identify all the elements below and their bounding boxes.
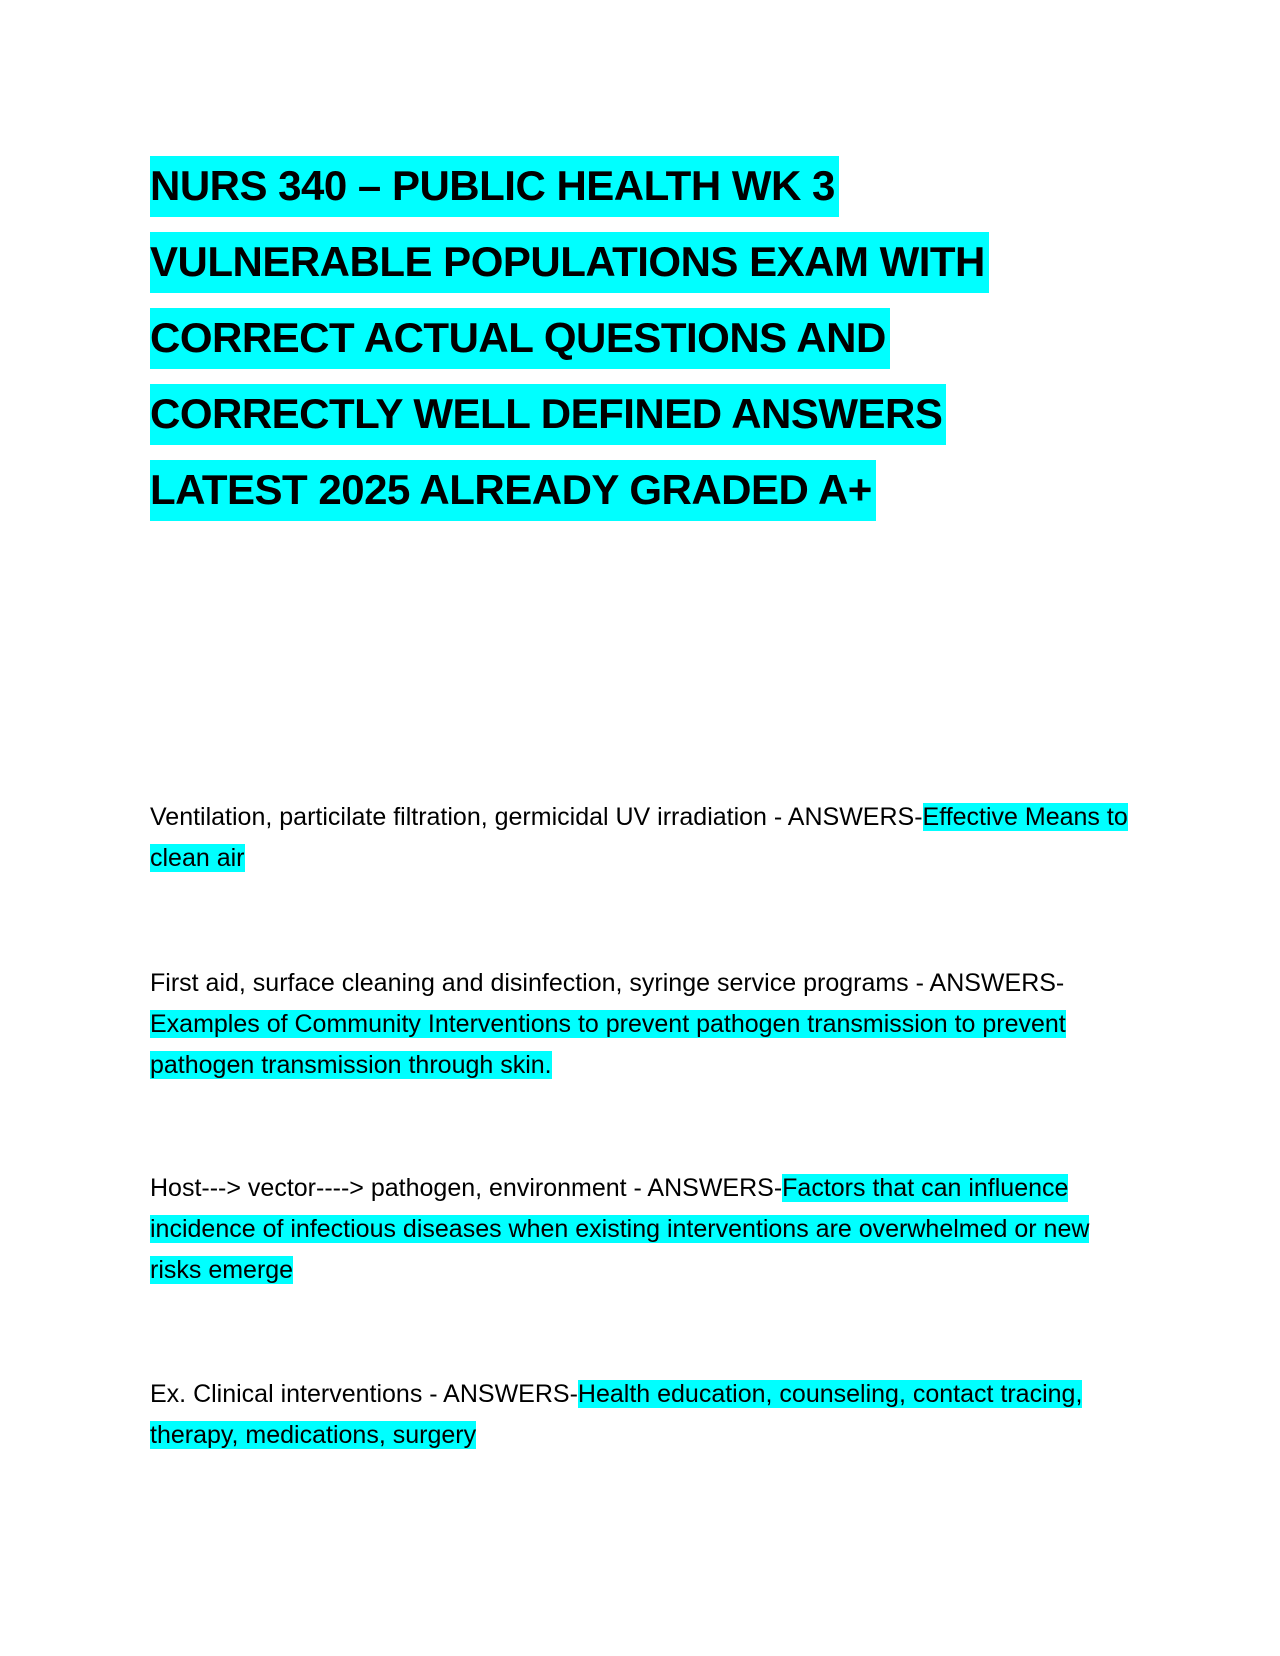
title-line-2: VULNERABLE POPULATIONS EXAM WITH bbox=[150, 232, 989, 293]
title-line-1: NURS 340 – PUBLIC HEALTH WK 3 bbox=[150, 156, 839, 217]
qa-question: Ventilation, particilate filtration, germicidal UV irradiation - ANSWERS- bbox=[150, 803, 923, 831]
qa-question: First aid, surface cleaning and disinfection, syringe service programs - ANSWERS- bbox=[150, 969, 1065, 997]
qa-answer: Effective Means to clean air bbox=[150, 803, 1128, 872]
qa-answer: Health education, counseling, contact tracing, therapy, medications, surgery bbox=[150, 1380, 1083, 1449]
document-title bbox=[150, 148, 1150, 528]
qa-item bbox=[150, 797, 1140, 879]
qa-answer: Examples of Community Interventions to prevent pathogen transmission to prevent pathogen transmission through skin. bbox=[150, 1010, 1066, 1079]
qa-item bbox=[150, 1374, 1140, 1456]
qa-question: Ex. Clinical interventions - ANSWERS- bbox=[150, 1380, 578, 1408]
title-line-5: LATEST 2025 ALREADY GRADED A+ bbox=[150, 460, 876, 521]
qa-item bbox=[150, 963, 1140, 1086]
qa-answer: Factors that can influence incidence of infectious diseases when existing interventions are overwhelmed or new risks emerge bbox=[150, 1174, 1090, 1284]
title-line-3: CORRECT ACTUAL QUESTIONS AND bbox=[150, 308, 890, 369]
qa-question: Host---> vector----> pathogen, environment - ANSWERS- bbox=[150, 1174, 783, 1202]
qa-item bbox=[150, 1168, 1140, 1291]
title-line-4: CORRECTLY WELL DEFINED ANSWERS bbox=[150, 384, 946, 445]
